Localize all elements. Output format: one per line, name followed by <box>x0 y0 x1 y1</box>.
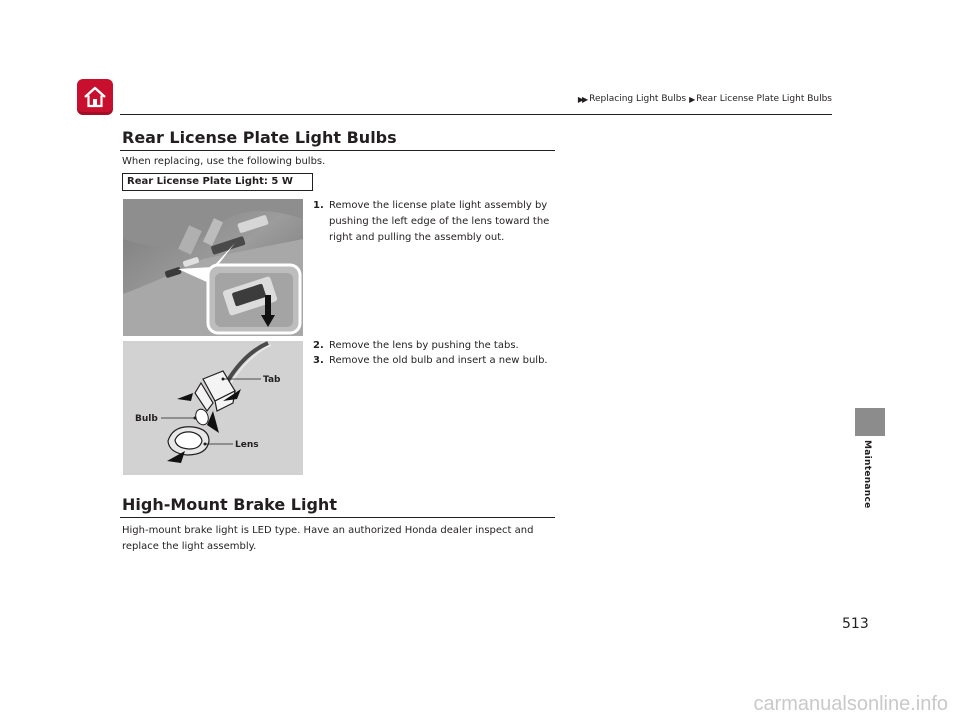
triangle-arrow-icon: ▶ <box>689 94 694 104</box>
diagram-label-bulb: Bulb <box>135 414 158 424</box>
breadcrumb <box>578 94 832 104</box>
bulb-spec-box: Rear License Plate Light: 5 W <box>122 173 313 191</box>
header-rule <box>120 114 832 115</box>
side-tab-maintenance[interactable] <box>855 408 885 436</box>
step-1 <box>313 198 558 246</box>
watermark-text: carmanualsonline.info <box>753 693 948 715</box>
step-number: 2. <box>313 340 324 351</box>
step-text-line: pushing the left edge of the lens toward the <box>329 216 550 227</box>
body-text-line: replace the light assembly. <box>122 541 257 552</box>
intro-text: When replacing, use the following bulbs. <box>122 156 326 167</box>
section-title-high-mount-brake-light: High-Mount Brake Light <box>122 495 337 514</box>
double-triangle-arrow-icon: ▶▶ <box>577 94 587 104</box>
home-button[interactable] <box>77 79 113 115</box>
license-plate-light-photo <box>123 199 303 336</box>
diagram-label-tab: Tab <box>263 375 281 385</box>
bulb-lens-diagram <box>123 341 303 475</box>
section-title-rule <box>120 150 555 151</box>
step-text-line: right and pulling the assembly out. <box>329 232 505 243</box>
step-number: 3. <box>313 355 324 366</box>
diagram-label-lens: Lens <box>235 440 259 450</box>
step-text-line: Remove the lens by pushing the tabs. <box>329 340 519 351</box>
step-text-line: Remove the license plate light assembly by <box>329 200 548 211</box>
body-text-line: High-mount brake light is LED type. Have an authorized Honda dealer inspect and <box>122 525 534 536</box>
breadcrumb-item-replacing-light-bulbs[interactable]: Replacing Light Bulbs <box>589 94 687 104</box>
step-text-line: Remove the old bulb and insert a new bulb. <box>329 355 548 366</box>
breadcrumb-item-rear-license-plate-light-bulbs[interactable]: Rear License Plate Light Bulbs <box>696 94 832 104</box>
step-3 <box>313 353 558 369</box>
page-number: 513 <box>842 616 869 632</box>
high-mount-brake-light-text <box>122 523 562 555</box>
section-title-rule <box>120 517 555 518</box>
side-tab-label: Maintenance <box>862 440 872 509</box>
step-number: 1. <box>313 200 324 211</box>
section-title-rear-license-plate: Rear License Plate Light Bulbs <box>122 128 397 147</box>
home-icon <box>82 85 108 109</box>
step-2 <box>313 338 558 354</box>
